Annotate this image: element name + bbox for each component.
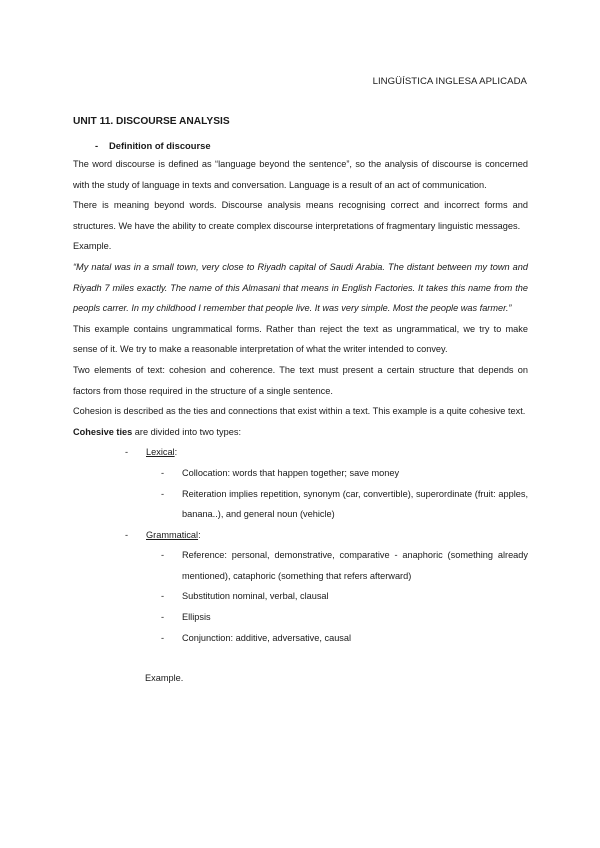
list-subitem	[73, 628, 528, 649]
section-heading-text: Definition of discourse	[109, 140, 211, 151]
body-text	[73, 154, 528, 689]
closing-example-label: Example.	[145, 673, 184, 684]
list-dash: -	[125, 447, 129, 458]
grammatical-item-ellipsis: Ellipsis	[182, 612, 211, 623]
grammatical-item-substitution: Substitution nominal, verbal, clausal	[182, 591, 329, 602]
grammatical-colon: :	[198, 529, 201, 540]
paragraph-cohesion: Cohesion is described as the ties and connections that exist within a text. This example is a quite cohesive text.	[73, 406, 526, 417]
section-dash: -	[95, 140, 99, 151]
paragraph-definition: The word discourse is defined as “language beyond the sentence”, so the analysis of discourse is concerned with the study of language in texts and conversation. Language is a result of an act of communication.	[73, 159, 528, 190]
list-subitem	[73, 607, 528, 628]
list-subitem	[73, 484, 528, 525]
list-subitem	[73, 463, 528, 484]
list-dash: -	[161, 467, 165, 478]
grammatical-item-reference: Reference: personal, demonstrative, comparative - anaphoric (something already mentioned), cataphoric (something that refers afterward)	[182, 550, 528, 581]
paragraph-two-elements: Two elements of text: cohesion and coherence. The text must present a certain structure that depends on factors from those required in the structure of a single sentence.	[73, 364, 528, 396]
paragraph-meaning: There is meaning beyond words. Discourse analysis means recognising correct and incorrect forms and structures. We have the ability to create complex discourse interpretations of fragmentary linguistic messages.	[73, 200, 528, 231]
list-subitem	[73, 545, 528, 586]
cohesive-ties-term: Cohesive ties	[73, 426, 133, 437]
lexical-item-reiteration: Reiteration implies repetition, synonym (car, convertible), superordinate (fruit: apples, banana..), and general noun (vehicle)	[182, 488, 528, 520]
lexical-item-collocation: Collocation: words that happen together; save money	[182, 467, 400, 478]
paragraph-ungrammatical: This example contains ungrammatical forms. Rather than reject the text as ungrammatical, we try to make sense of it. We try to make a reasonable interpretation of what the writer intended to convey.	[73, 323, 528, 355]
lexical-colon: :	[174, 447, 178, 458]
list-item-grammatical	[73, 525, 528, 546]
grammatical-item-conjunction: Conjunction: additive, adversative, causal	[182, 632, 352, 643]
list-item-lexical	[73, 442, 528, 463]
example-label: Example.	[73, 241, 112, 252]
list-dash: -	[125, 529, 129, 540]
unit-title: UNIT 11. DISCOURSE ANALYSIS	[73, 116, 230, 127]
list-dash: -	[161, 488, 165, 499]
paragraph-cohesive-ties	[73, 422, 528, 443]
running-header: LINGÜÍSTICA INGLESA APLICADA	[372, 76, 527, 87]
list-dash: -	[161, 632, 165, 643]
grammatical-label: Grammatical	[146, 529, 199, 540]
example-quote: “My natal was in a small town, very close to Riyadh capital of Saudi Arabia. The distant between my town and Riyadh 7 miles exactly. The name of this Almasani that means in English Factories. It takes this name from the peopls carrer. In my childhood I remember that people live. It was very simple. Most the people was farmer.”	[73, 261, 528, 314]
lexical-label: Lexical	[146, 447, 175, 458]
list-subitem	[73, 586, 528, 607]
section-heading	[95, 140, 211, 151]
list-dash: -	[161, 550, 165, 561]
list-dash: -	[161, 612, 165, 623]
list-dash: -	[161, 591, 165, 602]
cohesive-ties-rest: are divided into two types:	[132, 426, 242, 437]
